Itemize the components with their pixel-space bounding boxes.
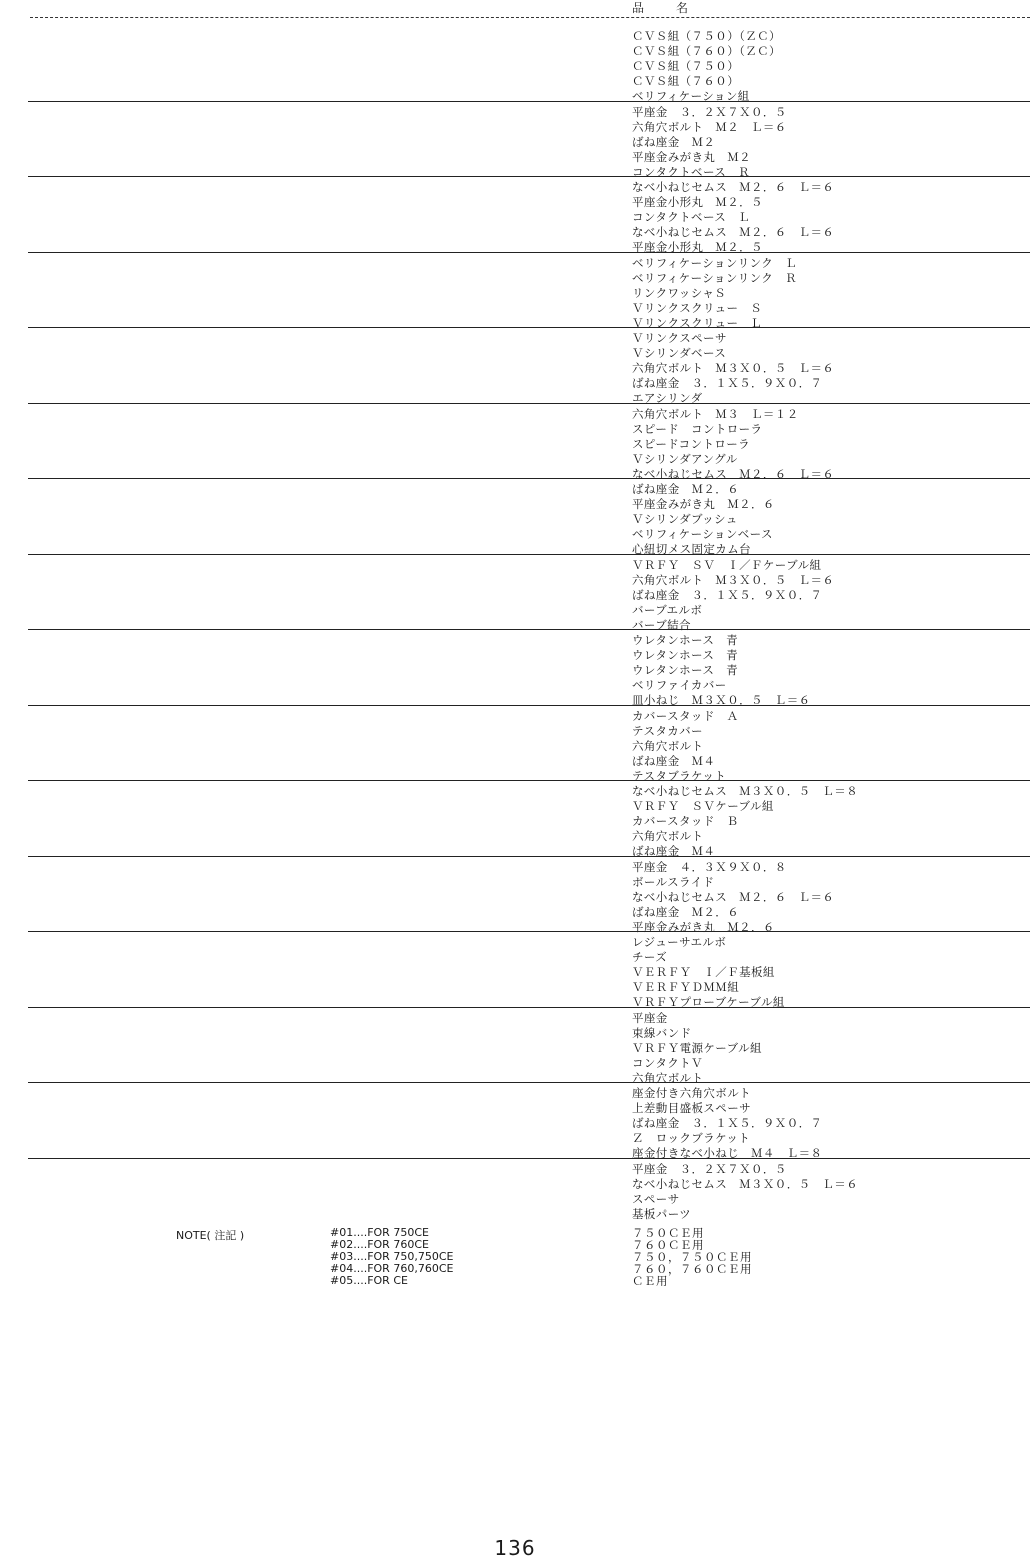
parts-group (0, 253, 1030, 329)
note-codes (330, 1227, 453, 1287)
note-code: #03....FOR 750,750CE (330, 1250, 454, 1263)
part-name: ベリフィケーション組 (632, 89, 750, 104)
part-name: ＶＲＦＹ電源ケーブル組 (632, 1040, 762, 1055)
part-name: Ｖシリンダブッシュ (632, 512, 738, 527)
part-name: ＣＶＳ組（７５０） (632, 59, 740, 74)
part-name: 平座金小形丸 Ｍ２．５ (632, 195, 763, 210)
part-name: ボールスライド (632, 874, 715, 889)
part-name: 束線バンド (632, 1025, 692, 1040)
parts-group (0, 555, 1030, 631)
note-description: ７６０ＣＥ用 (632, 1238, 704, 1252)
item-name-column-header: 品 名 (632, 1, 699, 15)
header-dashed-divider (30, 17, 1030, 18)
part-name: コンタクトベース Ｒ (632, 164, 750, 179)
part-name: ばね座金 Ｍ４ (632, 844, 716, 859)
part-name: ＶＥＲＦＹ Ｉ／Ｆ基板組 (632, 965, 775, 980)
parts-group (0, 781, 1030, 857)
part-name: スペーサ (632, 1191, 680, 1206)
part-name: Ｖリンクスクリュー Ｓ (632, 300, 763, 315)
note-description: ＣＥ用 (632, 1274, 668, 1288)
part-name: 六角穴ボルト (632, 1070, 704, 1085)
part-name: 皿小ねじ Ｍ３Ｘ０．５ Ｌ＝６ (632, 693, 811, 708)
part-name: テスタカバー (632, 723, 703, 738)
page-number: 136 (494, 1536, 536, 1560)
parts-group (0, 857, 1030, 933)
part-name: なべ小ねじセムス Ｍ２．６ Ｌ＝６ (632, 180, 835, 194)
parts-group (0, 479, 1030, 555)
part-name: Ｖリンクスクリュー Ｌ (632, 315, 763, 330)
part-name: バーブエルボ (632, 602, 703, 617)
part-name: Ｖリンクスペーサ (632, 331, 727, 345)
part-name: ＶＲＦＹ ＳＶ Ｉ／Ｆケーブル組 (632, 557, 822, 572)
part-name: 平座金 ３．２Ｘ７Ｘ０．５ (632, 104, 787, 119)
part-name: なべ小ねじセムス Ｍ２．６ Ｌ＝６ (632, 466, 835, 481)
part-name: ウレタンホース 青 (632, 633, 739, 647)
part-name: ウレタンホース 青 (632, 663, 739, 678)
part-name: 基板パーツ (632, 1206, 692, 1221)
part-name: ばね座金 Ｍ２ (632, 134, 716, 149)
part-name: 平座金みがき丸 Ｍ２ (632, 149, 751, 164)
part-name: ばね座金 Ｍ２．６ (632, 904, 740, 919)
part-name: 六角穴ボルト Ｍ３Ｘ０．５ Ｌ＝６ (632, 361, 835, 376)
part-name: Ｚ ロックブラケット (632, 1131, 751, 1146)
part-name: レジューサエルボ (632, 935, 727, 949)
part-name: ベリファイカバー (632, 678, 727, 693)
part-name: 六角穴ボルト (632, 829, 704, 844)
note-description: ７５０ＣＥ用 (632, 1226, 704, 1240)
part-name: 平座金みがき丸 Ｍ２．６ (632, 919, 775, 934)
note-descriptions (632, 1227, 752, 1287)
part-name: バーブ結合 (632, 617, 691, 632)
parts-group (0, 706, 1030, 782)
part-name: ＣＶＳ組（７６０） (632, 74, 740, 89)
part-name: スピード コントローラ (632, 421, 763, 436)
part-name: 座金付きなべ小ねじ Ｍ４ Ｌ＝８ (632, 1146, 823, 1161)
part-name: ＶＥＲＦＹＤＭＭ組 (632, 980, 740, 995)
part-name: テスタブラケット (632, 768, 727, 783)
note-label: NOTE( 注記 ) (176, 1229, 245, 1242)
note-code: #02....FOR 760CE (330, 1238, 429, 1251)
part-name: ウレタンホース 青 (632, 648, 739, 663)
parts-group (0, 177, 1030, 253)
parts-group (0, 1008, 1030, 1084)
part-name: ベリフィケーションベース (632, 527, 773, 542)
note-description: ７６０，７６０ＣＥ用 (632, 1262, 752, 1276)
part-name: カバースタッド Ｂ (632, 814, 739, 829)
part-name: 六角穴ボルト Ｍ３ Ｌ＝１２ (632, 406, 799, 421)
note-code: #04....FOR 760,760CE (330, 1262, 454, 1275)
part-name: ＣＶＳ組（７６０）（ＺＣ） (632, 44, 781, 59)
note-description: ７５０，７５０ＣＥ用 (632, 1250, 752, 1264)
part-name: 六角穴ボルト (632, 738, 704, 753)
part-name: ＶＲＦＹプローブケーブル組 (632, 995, 785, 1010)
parts-group (0, 404, 1030, 480)
part-name: なべ小ねじセムス Ｍ２．６ Ｌ＝６ (632, 225, 835, 240)
part-name: ＣＶＳ組（７５０）（ＺＣ） (632, 29, 781, 43)
part-name: ばね座金 ３．１Ｘ５．９Ｘ０．７ (632, 587, 823, 602)
part-name: スピードコントローラ (632, 436, 751, 451)
parts-group (0, 26, 1030, 102)
part-name: 六角穴ボルト Ｍ３Ｘ０．５ Ｌ＝６ (632, 572, 835, 587)
part-name: 平座金小形丸 Ｍ２．５ (632, 240, 763, 255)
parts-group (0, 1159, 1030, 1235)
part-name: カバースタッド Ａ (632, 708, 739, 723)
parts-group (0, 102, 1030, 178)
part-name: 平座金 (632, 1010, 668, 1025)
part-name: 平座金 ４．３Ｘ９Ｘ０．８ (632, 859, 787, 874)
part-name: ばね座金 Ｍ２．６ (632, 482, 740, 496)
part-name: ばね座金 ３．１Ｘ５．９Ｘ０．７ (632, 1116, 823, 1131)
part-name: 心紐切メス固定カム台 (632, 542, 751, 557)
part-name: 六角穴ボルト Ｍ２ Ｌ＝６ (632, 119, 787, 134)
part-name: ＶＲＦＹ ＳＶケーブル組 (632, 799, 774, 814)
parts-group (0, 328, 1030, 404)
note-code: #01....FOR 750CE (330, 1226, 429, 1239)
part-name: なべ小ねじセムス Ｍ３Ｘ０．５ Ｌ＝８ (632, 784, 859, 798)
part-name: 上差動目盛板スペーサ (632, 1101, 751, 1116)
part-name: エアシリンダ (632, 391, 703, 406)
part-name: コンタクトベース Ｌ (632, 210, 750, 225)
part-name: ベリフィケーションリンク Ｌ (632, 255, 797, 270)
part-name: Ｖシリンダアングル (632, 451, 738, 466)
part-name: Ｖシリンダベース (632, 346, 727, 361)
part-name: なべ小ねじセムス Ｍ２．６ Ｌ＝６ (632, 889, 835, 904)
part-name: リンクワッシャＳ (632, 285, 727, 300)
parts-group (0, 1083, 1030, 1159)
parts-group (0, 630, 1030, 706)
part-name: ばね座金 ３．１Ｘ５．９Ｘ０．７ (632, 376, 823, 391)
part-name: ばね座金 Ｍ４ (632, 753, 716, 768)
parts-list (0, 26, 1030, 1234)
part-name: 平座金 ３．２Ｘ７Ｘ０．５ (632, 1161, 787, 1176)
parts-group (0, 932, 1030, 1008)
part-name: チーズ (632, 950, 668, 965)
note-code: #05....FOR CE (330, 1274, 408, 1287)
part-name: 座金付き六角穴ボルト (632, 1086, 751, 1100)
part-name: 平座金みがき丸 Ｍ２．６ (632, 497, 775, 512)
part-name: ベリフィケーションリンク Ｒ (632, 270, 797, 285)
part-name: なべ小ねじセムス Ｍ３Ｘ０．５ Ｌ＝６ (632, 1176, 859, 1191)
part-name: コンタクトＶ (632, 1055, 703, 1070)
